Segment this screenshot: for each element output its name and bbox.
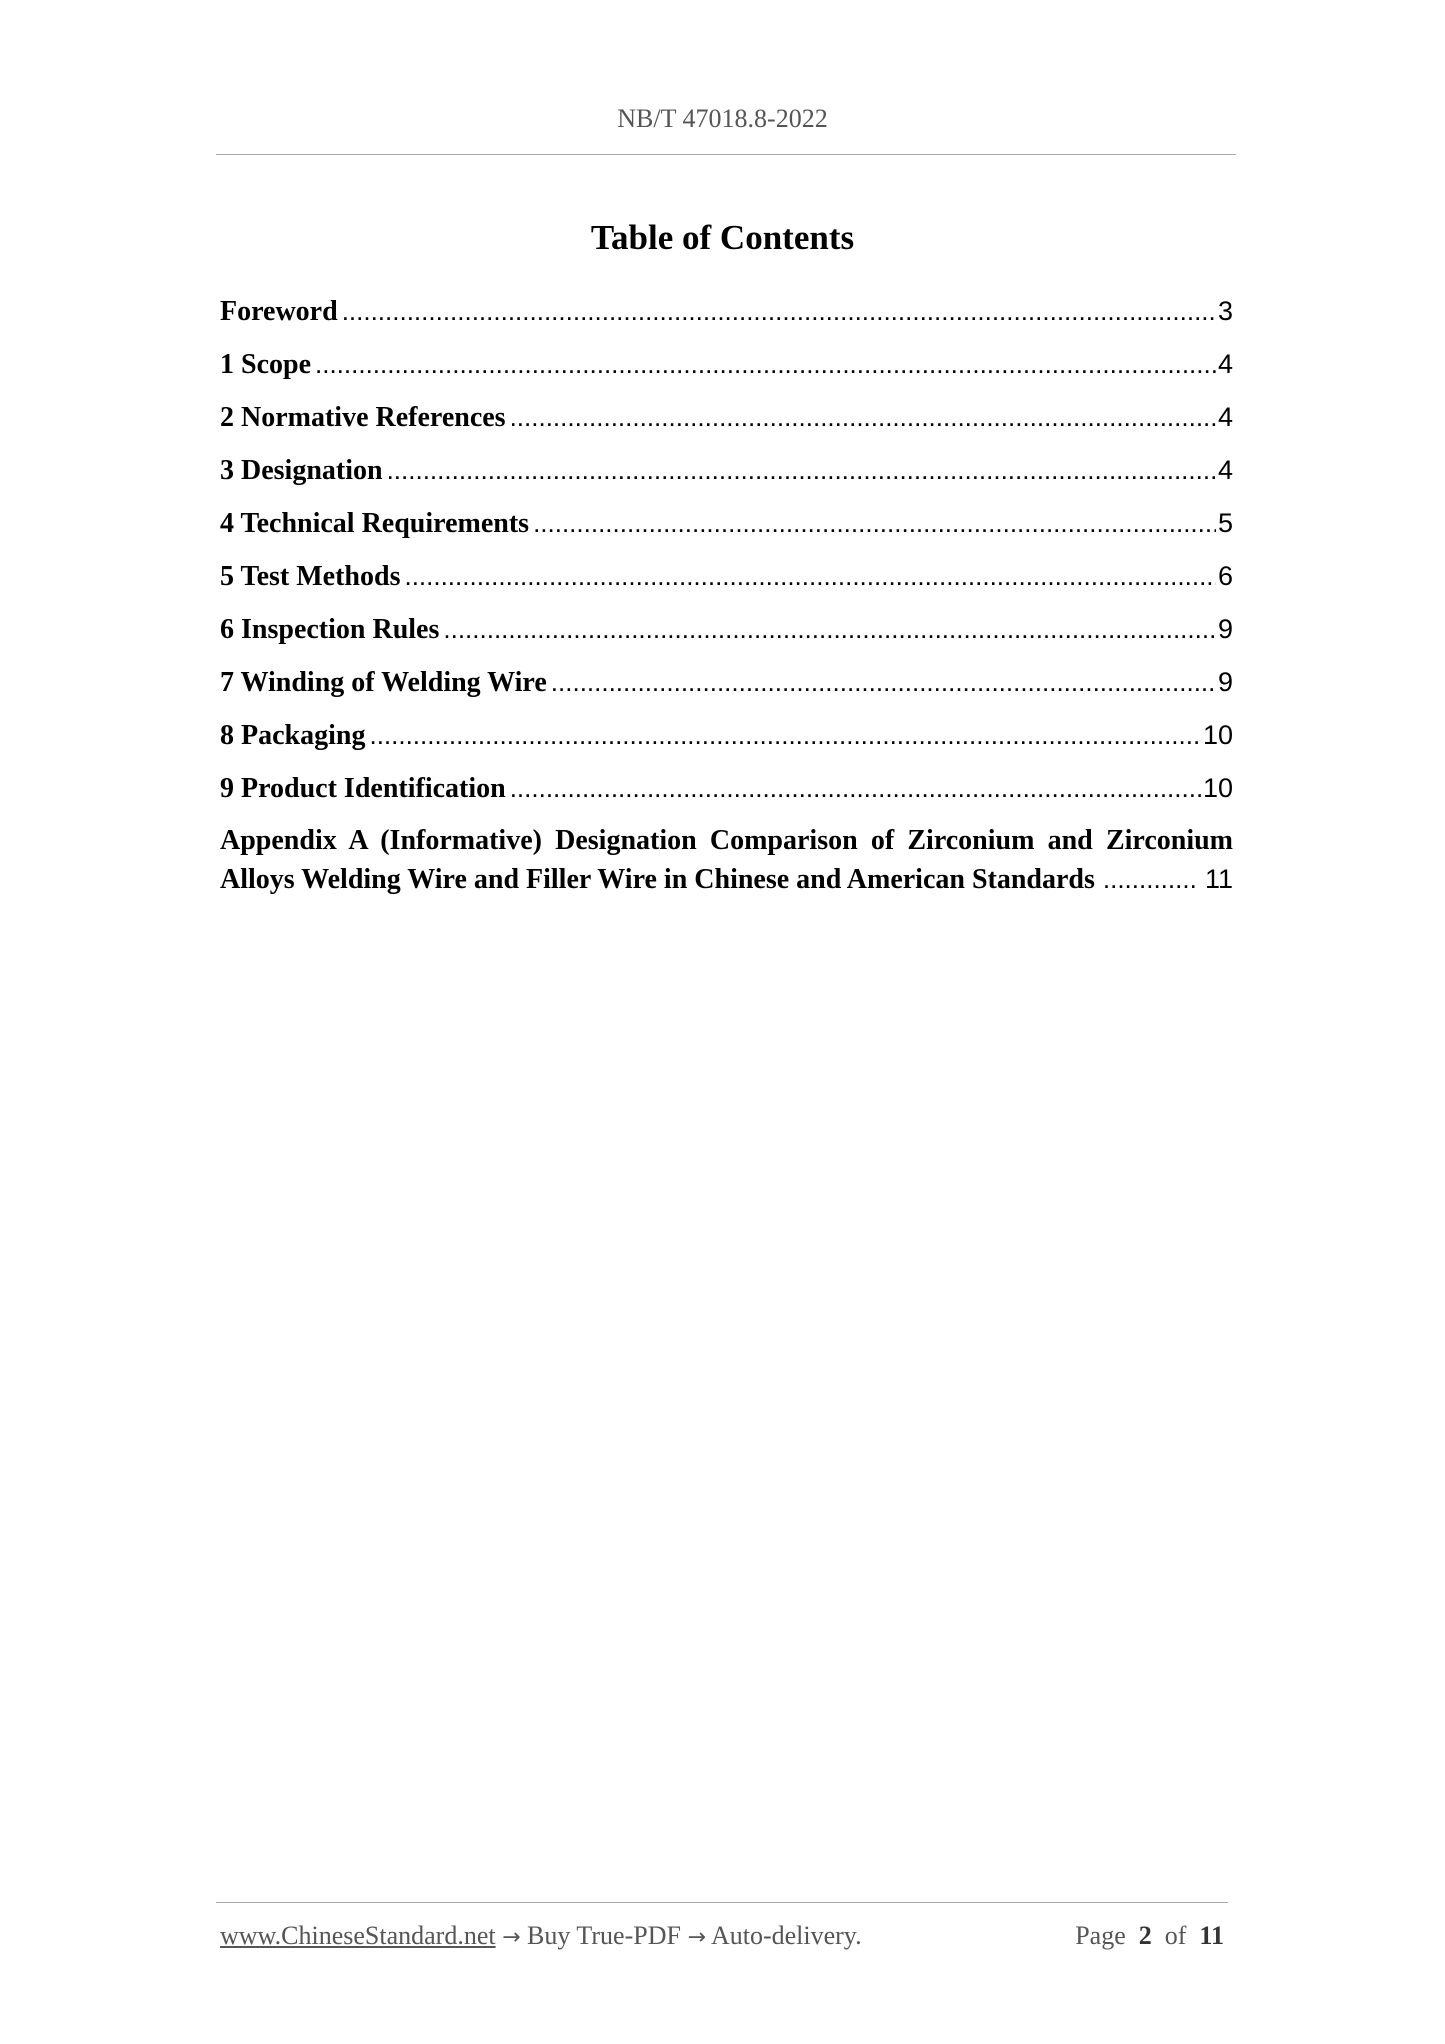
- toc-entry-label: 2 Normative References: [220, 402, 506, 433]
- buy-text: Buy True-PDF: [527, 1921, 681, 1950]
- toc-entry-scope[interactable]: [220, 344, 1233, 397]
- dot-leader: [387, 450, 1216, 490]
- toc-entry-designation[interactable]: [220, 450, 1233, 503]
- toc-entry-page: 4: [1217, 349, 1233, 379]
- dot-leader: [533, 503, 1216, 543]
- toc-entry-page: 11: [1204, 864, 1233, 894]
- toc-entry-normative-references[interactable]: [220, 397, 1233, 450]
- current-page: 2: [1138, 1921, 1152, 1950]
- toc-entry-page: 5: [1217, 508, 1233, 538]
- toc-entry-label: 3 Designation: [220, 455, 383, 486]
- footer-promo: [220, 1921, 862, 1951]
- toc-entry-label: 8 Packaging: [220, 720, 366, 751]
- toc-appendix-line1: Appendix A (Informative) Designation Comparison of Zirconium and Zirconium: [220, 825, 1233, 856]
- dot-leader: [510, 768, 1201, 808]
- toc-entry-test-methods[interactable]: [220, 556, 1233, 609]
- right-arrow-icon: →: [502, 1925, 521, 1950]
- dot-leader: [369, 715, 1200, 755]
- page-footer: [220, 1921, 1224, 1951]
- toc-entry-page: 9: [1217, 614, 1233, 644]
- dot-leader: [404, 556, 1216, 596]
- toc-entry-label: 1 Scope: [220, 349, 311, 380]
- total-pages: 11: [1199, 1921, 1224, 1950]
- footer-divider: [216, 1902, 1228, 1903]
- toc-entry-appendix-a[interactable]: [220, 821, 1233, 899]
- toc-entry-page: 10: [1202, 720, 1233, 750]
- header-divider: [216, 154, 1236, 155]
- website-link[interactable]: www.ChineseStandard.net: [220, 1921, 496, 1950]
- toc-entry-product-identification[interactable]: [220, 768, 1233, 821]
- toc-entry-label: 7 Winding of Welding Wire: [220, 667, 547, 698]
- toc-title: Table of Contents: [590, 218, 855, 257]
- dot-leader: [510, 397, 1216, 437]
- toc-entry-packaging[interactable]: [220, 715, 1233, 768]
- page-number: [1075, 1921, 1224, 1951]
- toc-entry-foreword[interactable]: [220, 291, 1233, 344]
- toc-entry-page: 4: [1217, 402, 1233, 432]
- of-label: of: [1164, 1921, 1187, 1950]
- toc-entry-page: 10: [1202, 773, 1233, 803]
- toc-entry-label: Foreword: [220, 296, 338, 327]
- dot-leader: [342, 291, 1216, 331]
- dot-leader: [1103, 860, 1199, 899]
- dot-leader: [443, 609, 1216, 649]
- dot-leader: [551, 662, 1216, 702]
- toc-entry-label: 4 Technical Requirements: [220, 508, 530, 539]
- toc-list: [220, 291, 1233, 899]
- delivery-text: Auto-delivery.: [710, 1921, 862, 1950]
- toc-appendix-line2: Alloys Welding Wire and Filler Wire in Chinese and American Standards: [220, 864, 1095, 895]
- toc-entry-winding-of-welding-wire[interactable]: [220, 662, 1233, 715]
- document-code: NB/T 47018.8-2022: [617, 104, 828, 133]
- toc-entry-page: 3: [1217, 296, 1233, 326]
- toc-entry-page: 9: [1217, 667, 1233, 697]
- toc-entry-label: 9 Product Identification: [220, 773, 506, 804]
- right-arrow-icon: →: [687, 1925, 706, 1950]
- dot-leader: [315, 344, 1216, 384]
- toc-entry-page: 4: [1217, 455, 1233, 485]
- toc-entry-inspection-rules[interactable]: [220, 609, 1233, 662]
- toc-entry-label: 6 Inspection Rules: [220, 614, 440, 645]
- toc-entry-page: 6: [1217, 561, 1233, 591]
- toc-appendix-line2-row: [220, 860, 1233, 899]
- toc-entry-technical-requirements[interactable]: [220, 503, 1233, 556]
- toc-entry-label: 5 Test Methods: [220, 561, 401, 592]
- page-label: Page: [1075, 1921, 1126, 1950]
